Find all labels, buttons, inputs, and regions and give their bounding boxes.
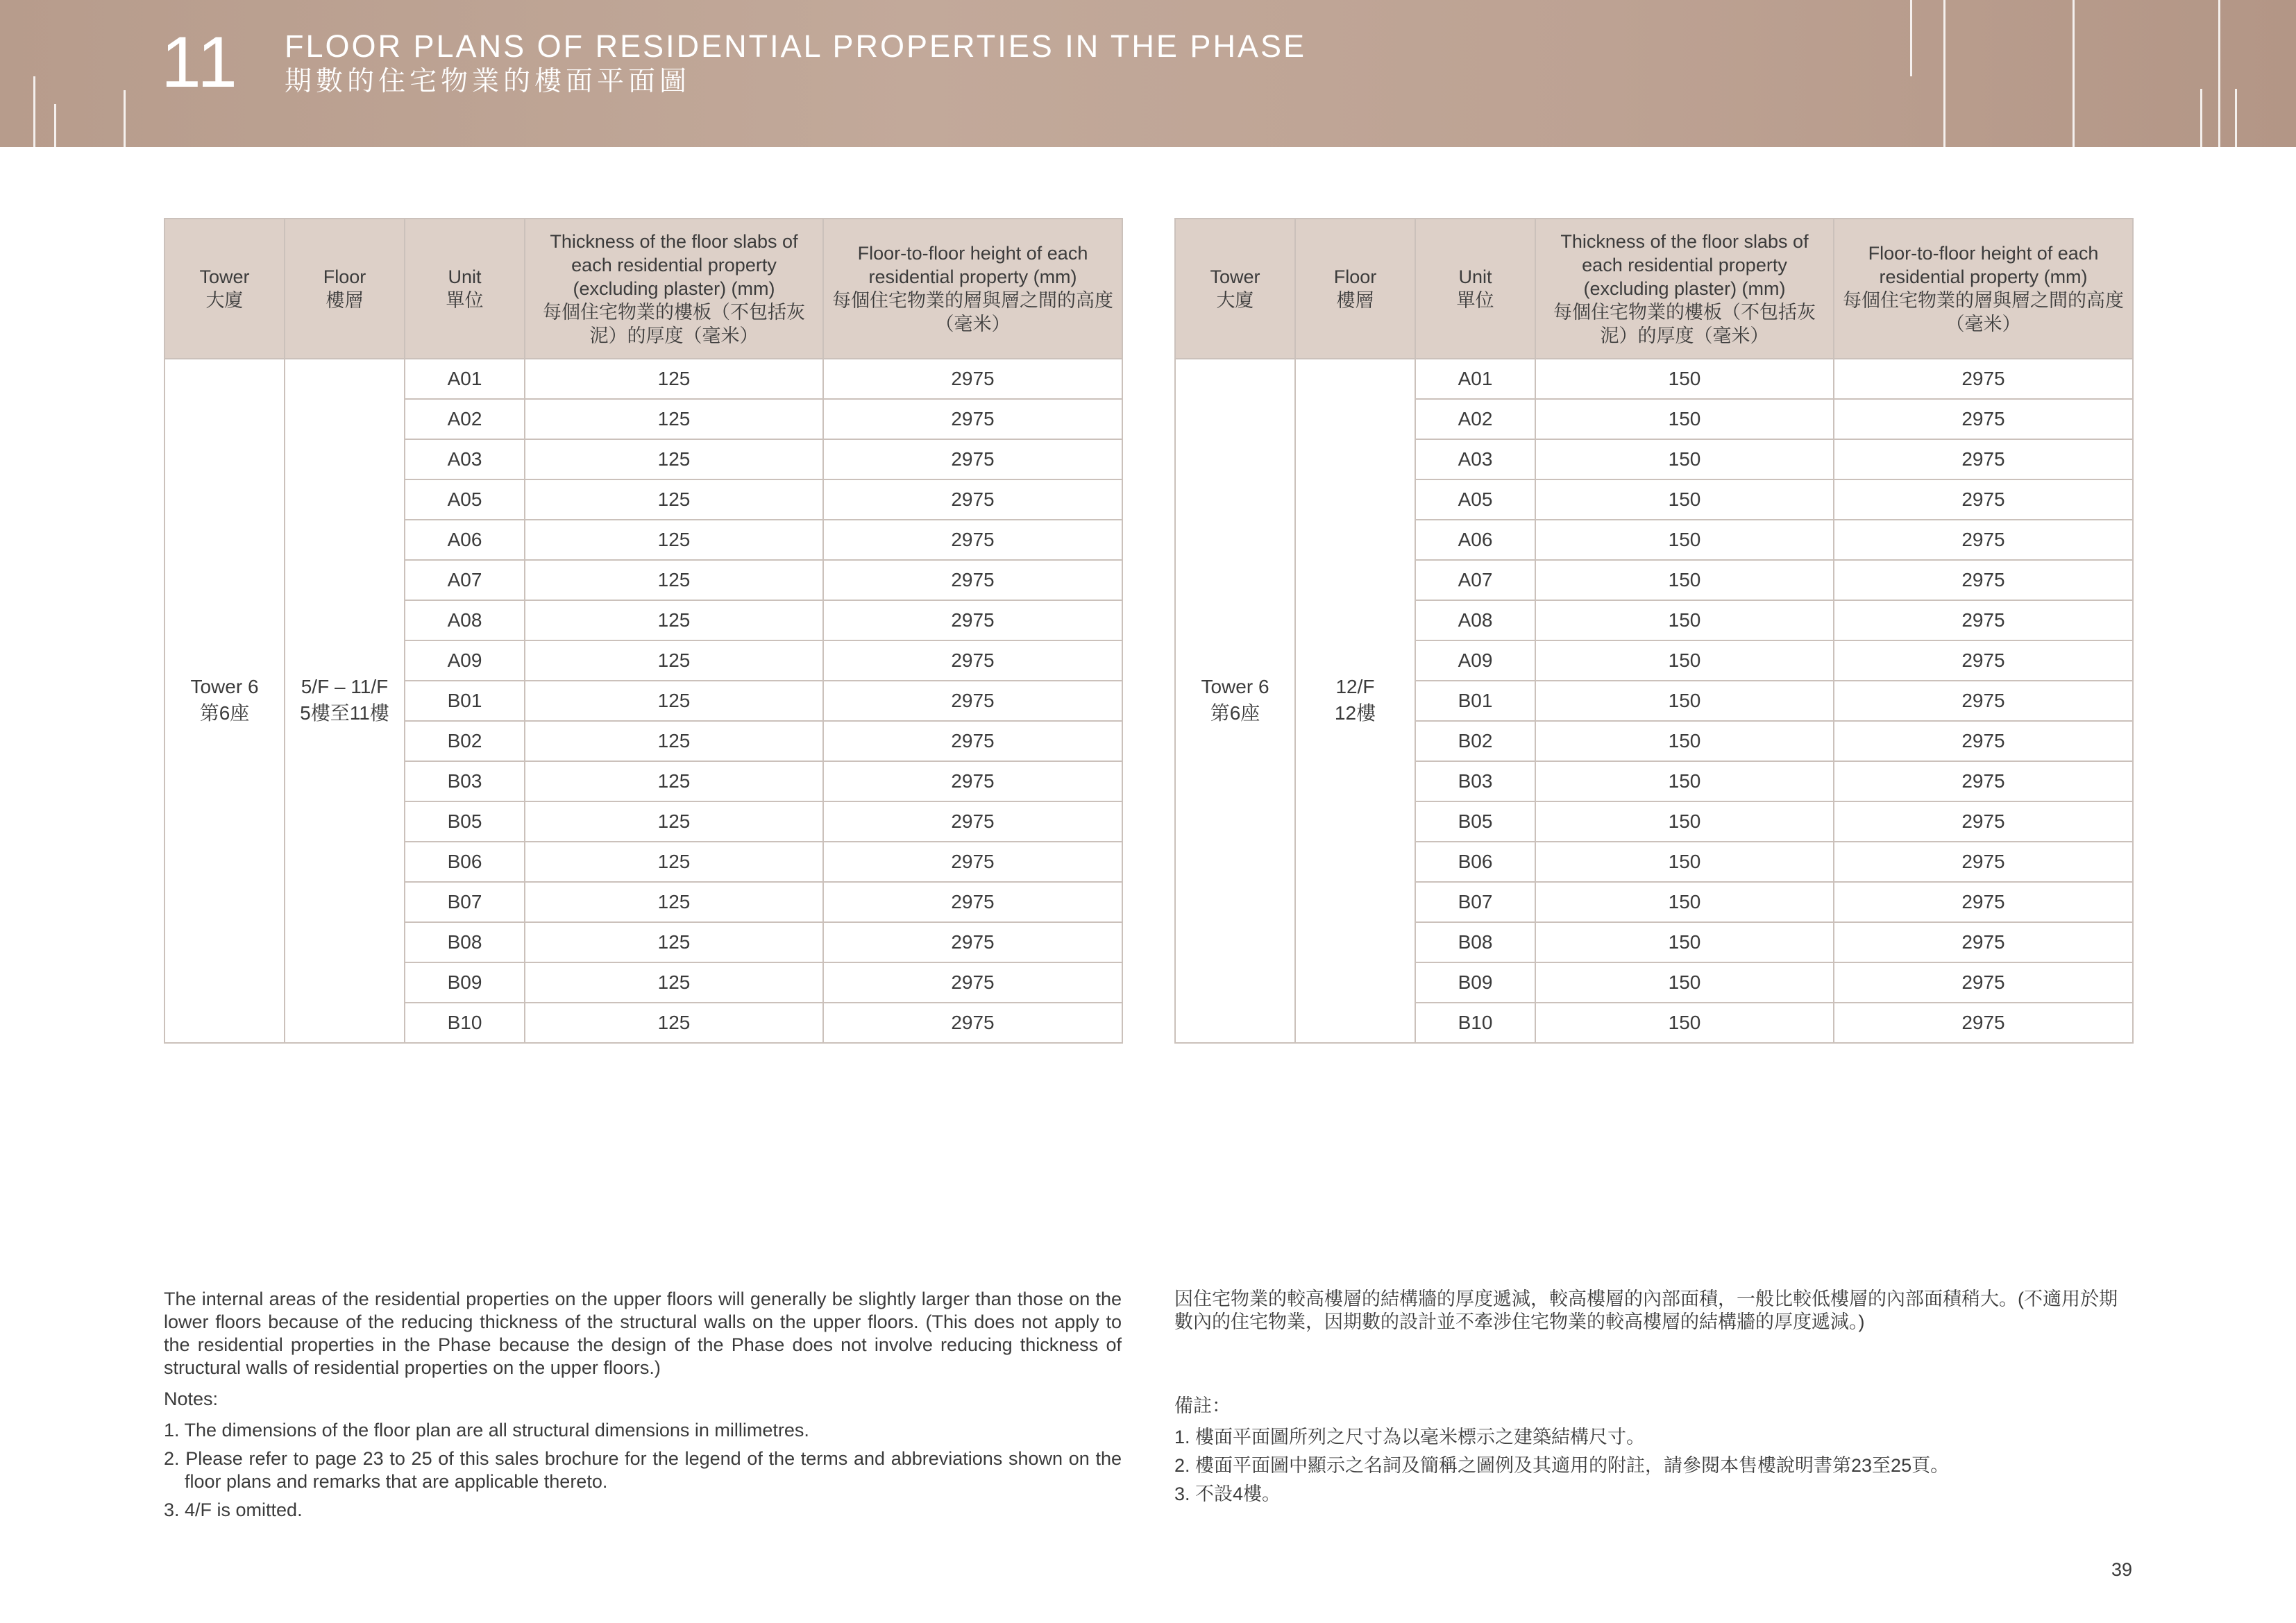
- note-item-zh-3: 3. 不設4樓。: [1174, 1484, 1281, 1504]
- decor-line: [1910, 0, 1912, 76]
- thickness-cell: 150: [1535, 359, 1834, 399]
- unit-cell: B10: [1415, 1003, 1535, 1043]
- thickness-cell: 125: [525, 640, 823, 681]
- notes-paragraph-en: The internal areas of the residential properties on the upper floors will generally be slightly larger than those on the lower floors because of the reducing thickness of the structural walls on the upper floors. (This does not apply to the residential properties in the Phase because the design of the Phase does not involve reducing thickness of structural walls of residential properties on the upper floors.): [164, 1289, 1122, 1378]
- table-row: [1175, 359, 2133, 399]
- thickness-cell: 125: [525, 761, 823, 801]
- thickness-cell: 150: [1535, 882, 1834, 922]
- header-thickness: Thickness of the floor slabs of each residential property (excluding plaster) (mm) 每個住宅物業的樓板（不包括灰泥）的厚度（毫米）: [1535, 219, 1834, 359]
- thickness-cell: 125: [525, 1003, 823, 1043]
- height-cell: 2975: [823, 922, 1122, 962]
- header-tower: Tower 大廈: [1175, 219, 1295, 359]
- unit-cell: B05: [405, 801, 525, 842]
- unit-cell: A06: [1415, 520, 1535, 560]
- thickness-cell: 150: [1535, 640, 1834, 681]
- floor-spec-table-left: [164, 218, 1123, 1044]
- height-cell: 2975: [1834, 882, 2133, 922]
- thickness-cell: 125: [525, 922, 823, 962]
- height-cell: 2975: [823, 399, 1122, 439]
- height-cell: 2975: [823, 439, 1122, 479]
- unit-cell: A07: [405, 560, 525, 600]
- unit-cell: A03: [405, 439, 525, 479]
- height-cell: 2975: [1834, 801, 2133, 842]
- unit-cell: A02: [405, 399, 525, 439]
- thickness-cell: 150: [1535, 761, 1834, 801]
- height-cell: 2975: [823, 842, 1122, 882]
- height-cell: 2975: [1834, 962, 2133, 1003]
- height-cell: 2975: [823, 1003, 1122, 1043]
- height-cell: 2975: [823, 640, 1122, 681]
- thickness-cell: 125: [525, 520, 823, 560]
- table-header-row: [164, 219, 1122, 359]
- height-cell: 2975: [1834, 600, 2133, 640]
- unit-cell: A08: [1415, 600, 1535, 640]
- unit-cell: B06: [1415, 842, 1535, 882]
- header-unit: Unit 單位: [405, 219, 525, 359]
- thickness-cell: 150: [1535, 520, 1834, 560]
- floor-cell: 5/F – 11/F 5樓至11樓: [285, 359, 405, 1043]
- thickness-cell: 150: [1535, 721, 1834, 761]
- notes-heading-zh: 備註：: [1174, 1395, 1231, 1416]
- thickness-cell: 150: [1535, 439, 1834, 479]
- table-row: [164, 359, 1122, 399]
- page-title-en: FLOOR PLANS OF RESIDENTIAL PROPERTIES IN THE PHASE: [285, 28, 1306, 64]
- thickness-cell: 150: [1535, 479, 1834, 520]
- height-cell: 2975: [823, 882, 1122, 922]
- height-cell: 2975: [1834, 761, 2133, 801]
- decor-line: [54, 104, 56, 147]
- page-header: [0, 0, 2296, 147]
- thickness-cell: 125: [525, 560, 823, 600]
- height-cell: 2975: [1834, 359, 2133, 399]
- height-cell: 2975: [823, 721, 1122, 761]
- thickness-cell: 125: [525, 882, 823, 922]
- unit-cell: A01: [405, 359, 525, 399]
- page-title-zh: 期數的住宅物業的樓面平面圖: [285, 67, 691, 96]
- header-tower: Tower 大廈: [164, 219, 285, 359]
- thickness-cell: 125: [525, 399, 823, 439]
- decor-line: [2235, 89, 2237, 147]
- unit-cell: B10: [405, 1003, 525, 1043]
- decor-line: [2218, 0, 2220, 147]
- unit-cell: B05: [1415, 801, 1535, 842]
- unit-cell: A08: [405, 600, 525, 640]
- height-cell: 2975: [823, 520, 1122, 560]
- thickness-cell: 150: [1535, 962, 1834, 1003]
- unit-cell: B01: [1415, 681, 1535, 721]
- unit-cell: B09: [405, 962, 525, 1003]
- thickness-cell: 125: [525, 681, 823, 721]
- height-cell: 2975: [823, 761, 1122, 801]
- notes-english: [164, 1288, 1122, 1522]
- thickness-cell: 125: [525, 962, 823, 1003]
- unit-cell: A05: [1415, 479, 1535, 520]
- thickness-cell: 150: [1535, 681, 1834, 721]
- unit-cell: A09: [1415, 640, 1535, 681]
- unit-cell: A01: [1415, 359, 1535, 399]
- unit-cell: B06: [405, 842, 525, 882]
- height-cell: 2975: [1834, 479, 2133, 520]
- height-cell: 2975: [823, 681, 1122, 721]
- unit-cell: A07: [1415, 560, 1535, 600]
- thickness-cell: 125: [525, 600, 823, 640]
- unit-cell: B02: [405, 721, 525, 761]
- note-item-en-1: 1. The dimensions of the floor plan are all structural dimensions in millimetres.: [164, 1420, 809, 1441]
- thickness-cell: 150: [1535, 801, 1834, 842]
- page-number: 39: [2111, 1559, 2132, 1580]
- decor-line: [33, 76, 35, 147]
- height-cell: 2975: [823, 479, 1122, 520]
- thickness-cell: 150: [1535, 399, 1834, 439]
- decor-line: [1943, 0, 1945, 147]
- height-cell: 2975: [823, 560, 1122, 600]
- note-item-en-3: 3. 4/F is omitted.: [164, 1499, 303, 1520]
- floor-spec-table-right: [1174, 218, 2134, 1044]
- section-number: 11: [161, 22, 239, 103]
- header-height: Floor-to-floor height of each residential property (mm) 每個住宅物業的層與層之間的高度（毫米）: [1834, 219, 2133, 359]
- height-cell: 2975: [1834, 922, 2133, 962]
- unit-cell: A09: [405, 640, 525, 681]
- unit-cell: B03: [405, 761, 525, 801]
- decor-line: [2073, 0, 2075, 147]
- note-item-zh-1: 1. 樓面平面圖所列之尺寸為以毫米標示之建築結構尺寸。: [1174, 1427, 1646, 1447]
- unit-cell: B07: [405, 882, 525, 922]
- header-floor: Floor 樓層: [1295, 219, 1415, 359]
- unit-cell: B02: [1415, 721, 1535, 761]
- thickness-cell: 125: [525, 439, 823, 479]
- unit-cell: B01: [405, 681, 525, 721]
- thickness-cell: 150: [1535, 922, 1834, 962]
- height-cell: 2975: [823, 600, 1122, 640]
- thickness-cell: 150: [1535, 560, 1834, 600]
- notes-chinese: [1174, 1288, 2132, 1506]
- thickness-cell: 125: [525, 801, 823, 842]
- table-header-row: [1175, 219, 2133, 359]
- height-cell: 2975: [1834, 520, 2133, 560]
- tower-cell: Tower 6 第6座: [164, 359, 285, 1043]
- header-unit: Unit 單位: [1415, 219, 1535, 359]
- height-cell: 2975: [1834, 681, 2133, 721]
- height-cell: 2975: [1834, 399, 2133, 439]
- height-cell: 2975: [1834, 439, 2133, 479]
- height-cell: 2975: [1834, 721, 2133, 761]
- height-cell: 2975: [1834, 842, 2133, 882]
- height-cell: 2975: [1834, 640, 2133, 681]
- unit-cell: B07: [1415, 882, 1535, 922]
- unit-cell: A06: [405, 520, 525, 560]
- thickness-cell: 150: [1535, 1003, 1834, 1043]
- notes-paragraph-zh: 因住宅物業的較高樓層的結構牆的厚度遞減，較高樓層的內部面積，一般比較低樓層的內部面積稍大。(不適用於期數內的住宅物業，因期數的設計並不牽涉住宅物業的較高樓層的結構牆的厚度遞減。): [1174, 1289, 2118, 1332]
- unit-cell: B08: [405, 922, 525, 962]
- note-item-zh-2: 2. 樓面平面圖中顯示之名詞及簡稱之圖例及其適用的附註，請參閱本售樓說明書第23至25頁。: [1174, 1455, 1950, 1476]
- unit-cell: B09: [1415, 962, 1535, 1003]
- unit-cell: A02: [1415, 399, 1535, 439]
- floor-cell: 12/F 12樓: [1295, 359, 1415, 1043]
- height-cell: 2975: [823, 962, 1122, 1003]
- thickness-cell: 150: [1535, 600, 1834, 640]
- height-cell: 2975: [823, 801, 1122, 842]
- decor-line: [2200, 89, 2202, 147]
- header-floor: Floor 樓層: [285, 219, 405, 359]
- height-cell: 2975: [1834, 560, 2133, 600]
- height-cell: 2975: [1834, 1003, 2133, 1043]
- decor-line: [124, 90, 126, 147]
- unit-cell: B03: [1415, 761, 1535, 801]
- unit-cell: A05: [405, 479, 525, 520]
- tower-cell: Tower 6 第6座: [1175, 359, 1295, 1043]
- thickness-cell: 125: [525, 359, 823, 399]
- header-thickness: Thickness of the floor slabs of each residential property (excluding plaster) (mm) 每個住宅物業的樓板（不包括灰泥）的厚度（毫米）: [525, 219, 823, 359]
- thickness-cell: 125: [525, 721, 823, 761]
- height-cell: 2975: [823, 359, 1122, 399]
- notes-heading-en: Notes:: [164, 1388, 219, 1409]
- thickness-cell: 125: [525, 479, 823, 520]
- thickness-cell: 150: [1535, 842, 1834, 882]
- header-height: Floor-to-floor height of each residential property (mm) 每個住宅物業的層與層之間的高度（毫米）: [823, 219, 1122, 359]
- thickness-cell: 125: [525, 842, 823, 882]
- note-item-en-2: 2. Please refer to page 23 to 25 of this sales brochure for the legend of the terms and abbreviations shown on the floor plans and remarks that are applicable thereto.: [164, 1448, 1122, 1492]
- unit-cell: A03: [1415, 439, 1535, 479]
- unit-cell: B08: [1415, 922, 1535, 962]
